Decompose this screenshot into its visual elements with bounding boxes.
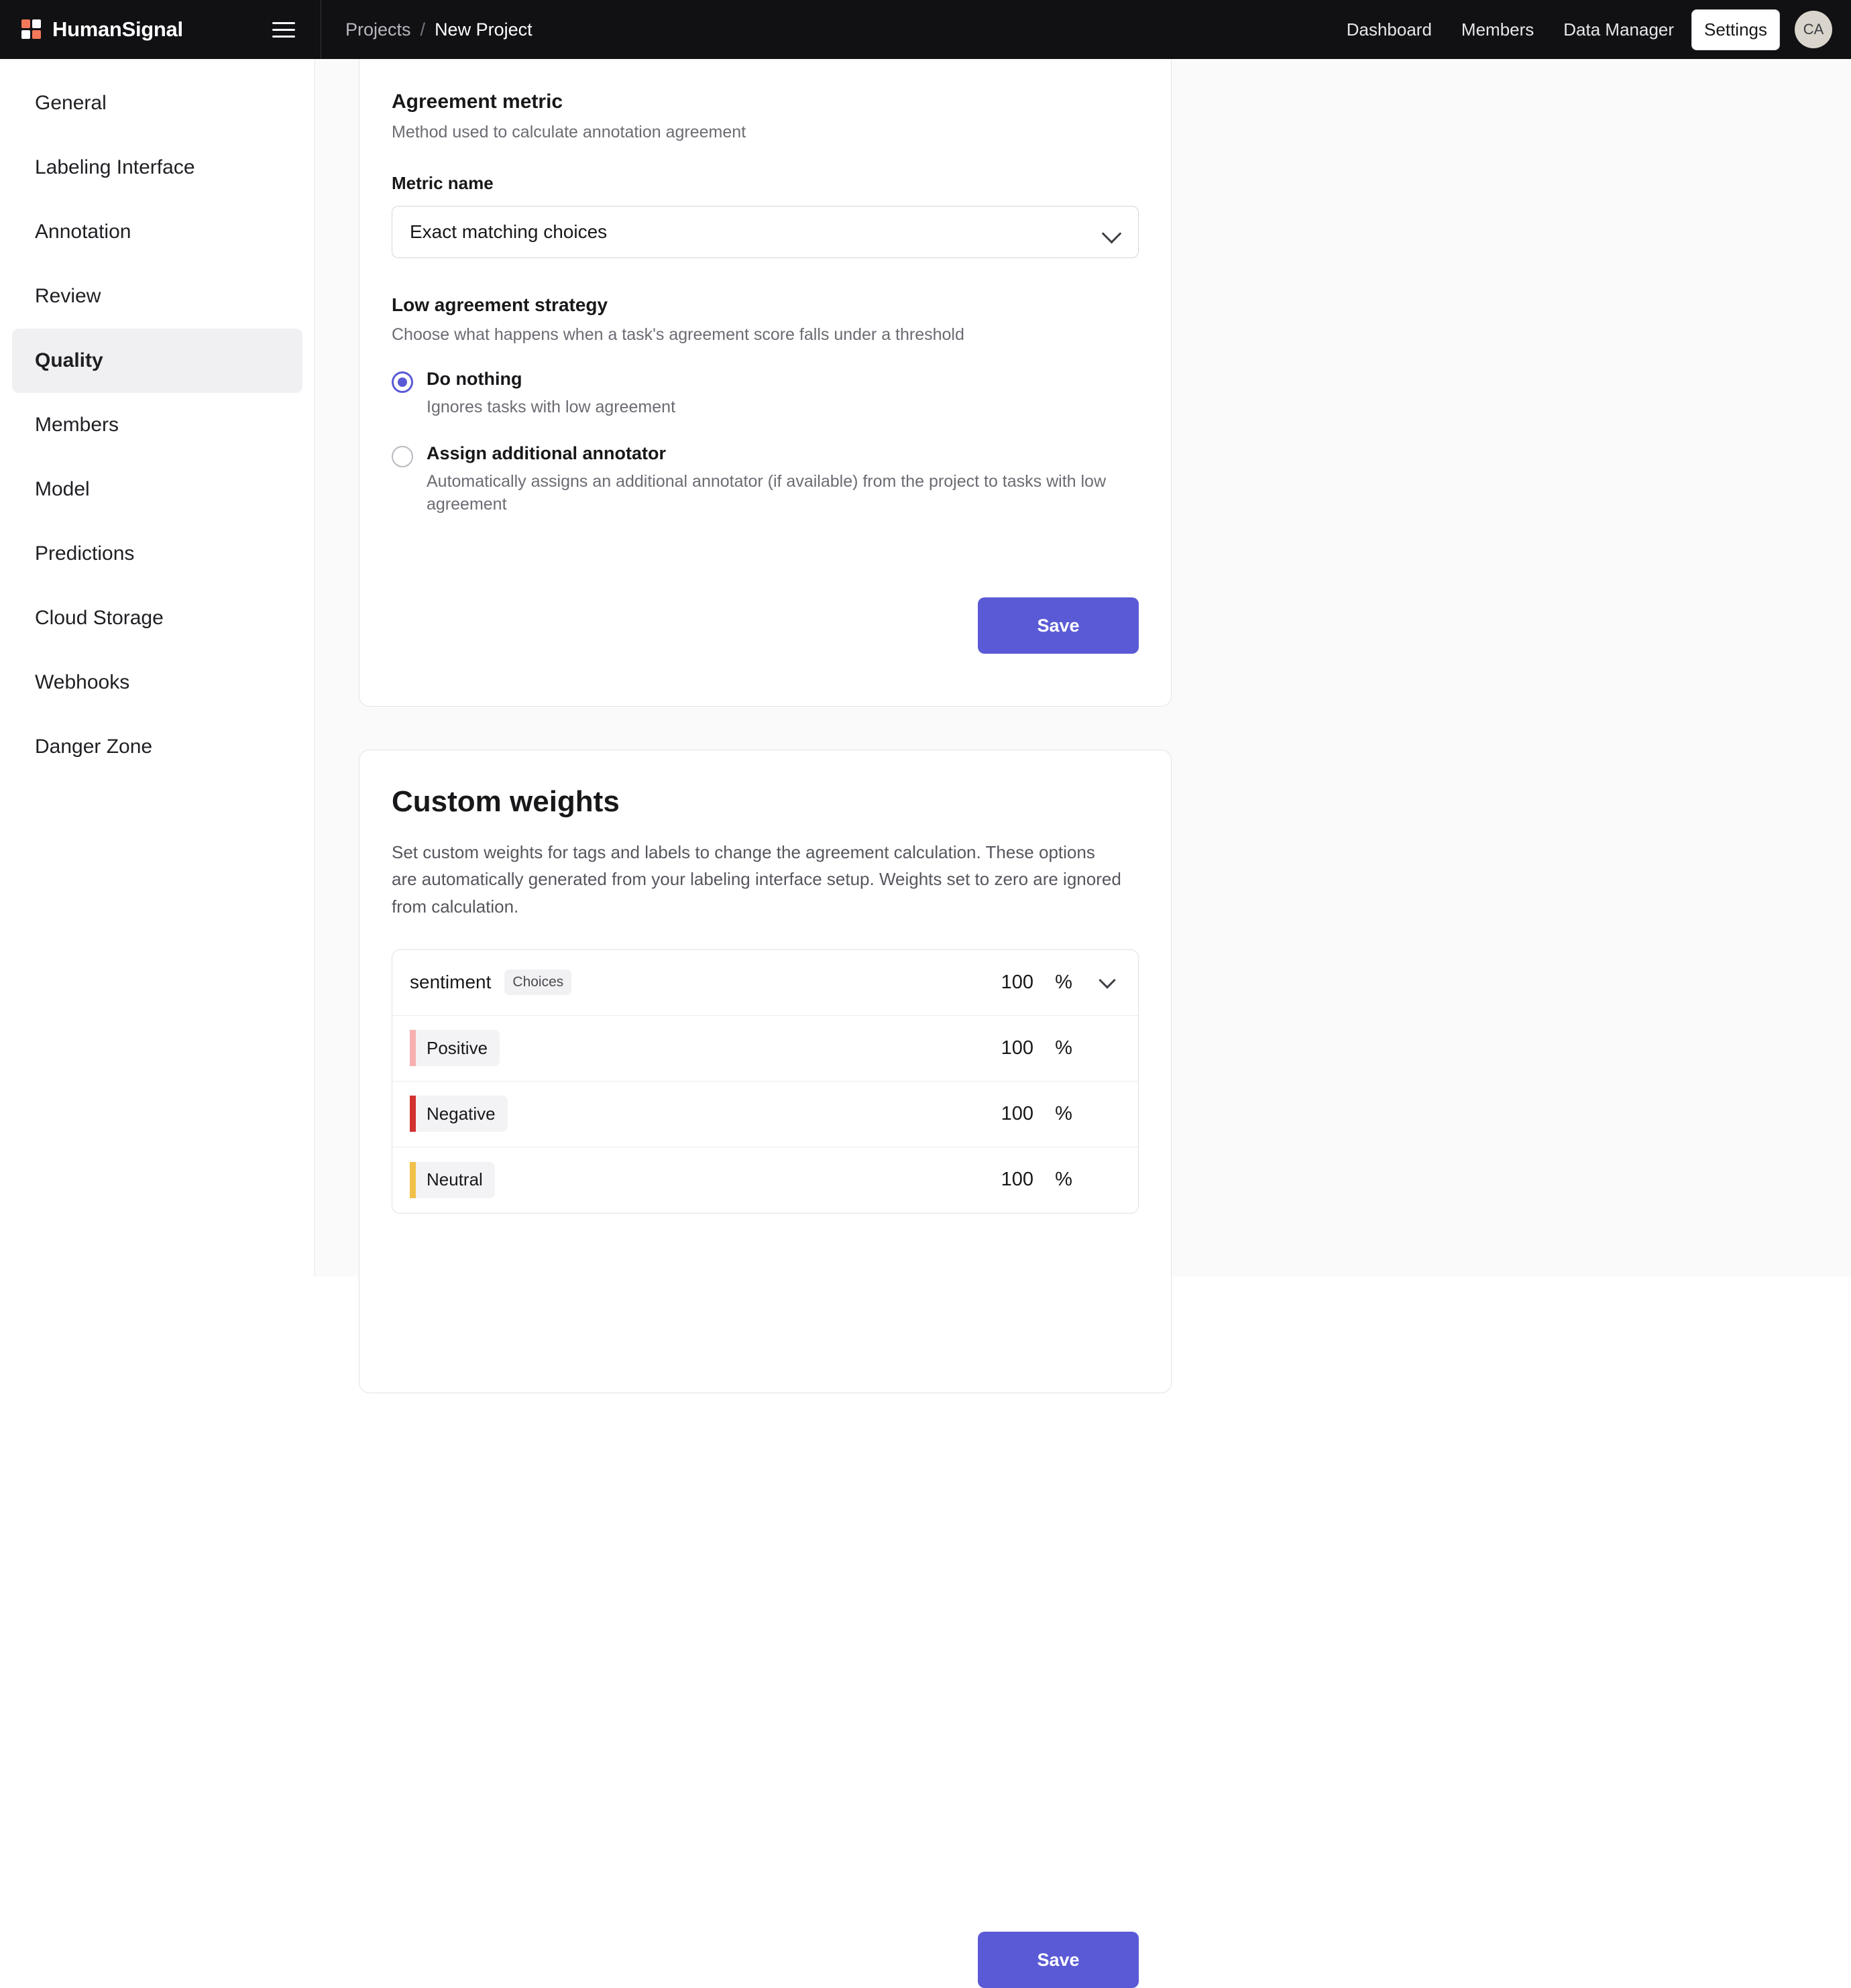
sidebar-item-members[interactable]: Members	[35, 414, 119, 436]
agreement-metric-title: Agreement metric	[392, 91, 563, 113]
sidebar-item-annotation[interactable]: Annotation	[35, 221, 131, 243]
weights-group-value[interactable]: 100	[1001, 971, 1033, 993]
radio-do-nothing-icon[interactable]	[392, 371, 413, 393]
custom-weights-title: Custom weights	[392, 785, 620, 818]
chevron-down-icon	[1103, 227, 1121, 237]
radio-do-nothing-description: Ignores tasks with low agreement	[427, 398, 676, 416]
table-row	[392, 1081, 1138, 1147]
label-color-swatch	[410, 1096, 416, 1132]
agreement-metric-description: Method used to calculate annotation agreement	[392, 123, 746, 141]
sidebar-item-review[interactable]: Review	[35, 285, 101, 307]
top-navigation	[1335, 9, 1851, 50]
chevron-down-icon[interactable]	[1094, 978, 1121, 986]
breadcrumb-separator: /	[420, 19, 426, 40]
breadcrumb	[345, 19, 532, 40]
radio-option-do-nothing[interactable]	[392, 369, 1139, 419]
label-chip-negative	[410, 1096, 508, 1132]
label-chip-positive	[410, 1030, 500, 1066]
settings-content	[316, 59, 1851, 1970]
metric-name-label: Metric name	[392, 173, 494, 193]
sidebar-item-model[interactable]: Model	[35, 478, 90, 500]
label-name: Neutral	[427, 1169, 483, 1190]
breadcrumb-projects[interactable]: Projects	[345, 19, 411, 40]
label-weight-value[interactable]: 100	[1001, 1169, 1033, 1191]
weights-group-unit: %	[1055, 971, 1072, 993]
radio-assign-annotator-description: Automatically assigns an additional annotator (if available) from the project to tasks with low agreement	[427, 471, 1107, 514]
top-bar	[0, 0, 1851, 59]
sidebar-item-danger-zone[interactable]: Danger Zone	[35, 736, 153, 758]
nav-settings[interactable]: Settings	[1691, 9, 1780, 50]
label-weight-value[interactable]: 100	[1001, 1037, 1033, 1059]
metric-name-value: Exact matching choices	[410, 221, 608, 242]
brand-name: HumanSignal	[52, 17, 183, 41]
weights-group-name: sentiment	[410, 972, 492, 993]
sidebar-item-webhooks[interactable]: Webhooks	[35, 671, 130, 693]
nav-members[interactable]: Members	[1461, 19, 1534, 40]
sidebar-item-predictions[interactable]: Predictions	[35, 542, 135, 565]
table-row	[392, 1016, 1138, 1081]
label-chip-neutral	[410, 1162, 495, 1198]
low-agreement-strategy-title: Low agreement strategy	[392, 294, 608, 315]
custom-weights-card	[359, 750, 1172, 1970]
breadcrumb-current-project: New Project	[435, 19, 532, 40]
label-color-swatch	[410, 1030, 416, 1066]
label-weight-unit: %	[1055, 1102, 1072, 1124]
radio-do-nothing-label: Do nothing	[427, 369, 522, 389]
sidebar-item-labeling-interface[interactable]: Labeling Interface	[35, 156, 195, 178]
label-color-swatch	[410, 1162, 416, 1198]
weights-group-tag: Choices	[504, 970, 571, 995]
agreement-metric-card	[359, 32, 1172, 707]
label-name: Positive	[427, 1037, 488, 1058]
label-weight-unit: %	[1055, 1169, 1072, 1191]
label-name: Negative	[427, 1103, 496, 1124]
save-custom-weights-button[interactable]: Save	[978, 1932, 1139, 1988]
radio-option-assign-additional-annotator[interactable]	[392, 443, 1139, 516]
avatar[interactable]: CA	[1795, 11, 1832, 48]
settings-sidebar	[0, 59, 315, 1277]
metric-name-select[interactable]	[392, 206, 1139, 258]
radio-assign-annotator-label: Assign additional annotator	[427, 443, 667, 463]
label-weight-unit: %	[1055, 1037, 1072, 1059]
radio-assign-annotator-icon[interactable]	[392, 446, 413, 467]
nav-data-manager[interactable]: Data Manager	[1563, 19, 1675, 40]
custom-weights-description: Set custom weights for tags and labels to change the agreement calculation. These options are automatically generated from your labeling interface setup. Weights set to zero are ignored from calculation.	[392, 842, 1121, 917]
weights-table	[392, 949, 1139, 1214]
hamburger-icon[interactable]	[272, 15, 302, 44]
sidebar-item-general[interactable]: General	[35, 92, 107, 114]
sidebar-item-quality[interactable]: Quality	[12, 329, 302, 393]
sidebar-item-cloud-storage[interactable]: Cloud Storage	[35, 607, 164, 629]
brand-logo[interactable]	[0, 17, 255, 42]
nav-dashboard[interactable]: Dashboard	[1346, 19, 1432, 40]
humansignal-logo-icon	[21, 19, 42, 40]
low-agreement-strategy-description: Choose what happens when a task's agreement score falls under a threshold	[392, 325, 964, 344]
label-weight-value[interactable]: 100	[1001, 1102, 1033, 1124]
table-row	[392, 1147, 1138, 1213]
weights-group-row[interactable]	[392, 950, 1138, 1016]
save-agreement-button[interactable]: Save	[978, 597, 1139, 654]
